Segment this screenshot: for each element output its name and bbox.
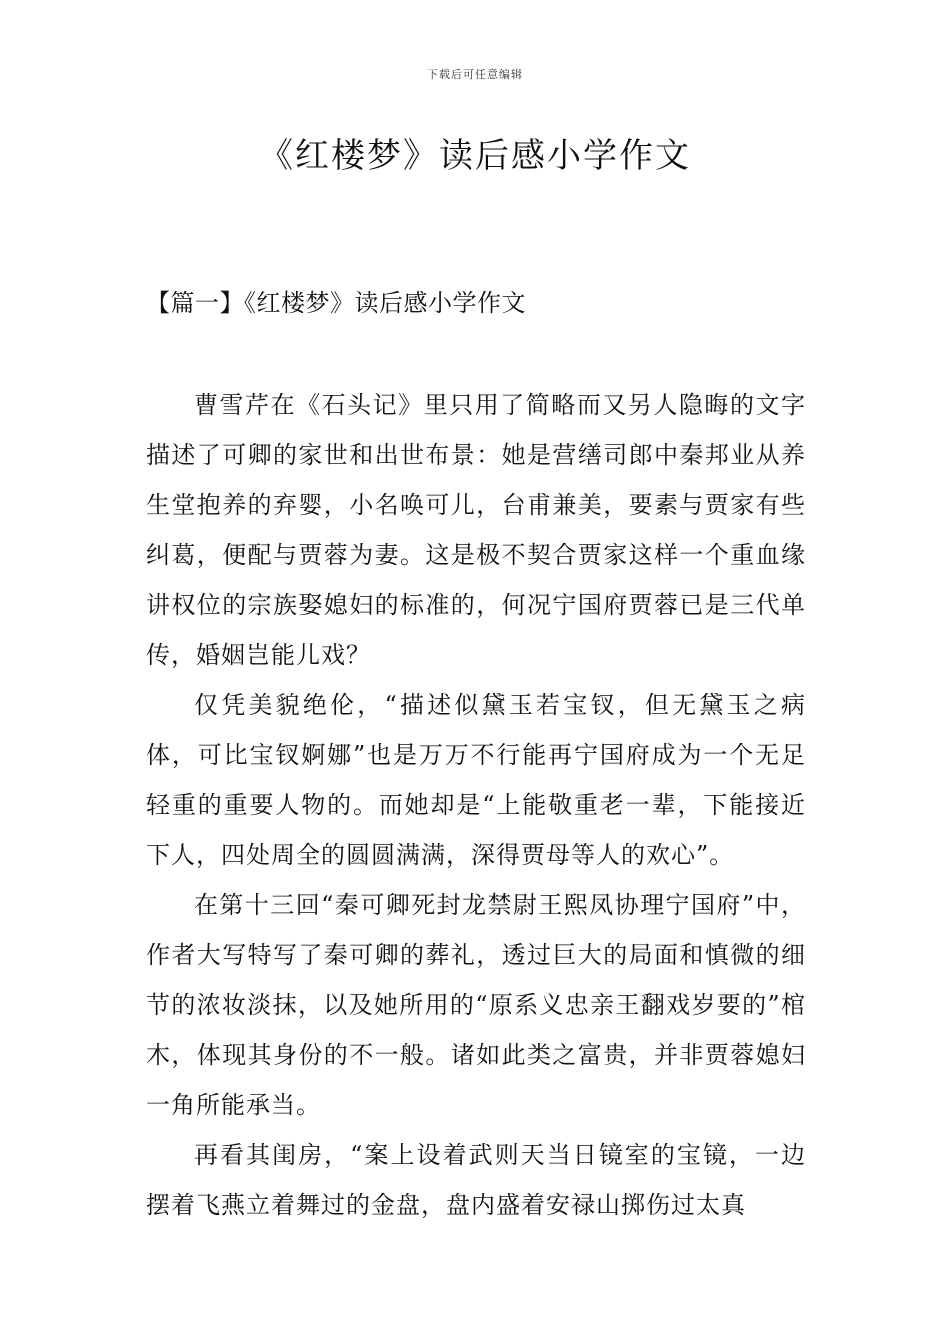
paragraph-3: 在第十三回“秦可卿死封龙禁尉王熙凤协理宁国府”中，作者大写特写了秦可卿的葬礼，透过巨大的局面和慎微的细节的浓妆淡抹，以及她所用的“原系义忠亲王翻戏岁要的”棺木，体现其身份的不一般。诸如此类之富贵，并非贾蓉媳妇一角所能承当。 — [146, 891, 806, 1119]
document-title: 《红楼梦》读后感小学作文 — [259, 136, 691, 176]
paragraph-4: 再看其闺房，“案上设着武则天当日镜室的宝镜，一边摆着飞燕立着舞过的金盘，盘内盛着安禄山掷伤过太真 — [146, 1141, 806, 1219]
paragraph-1: 曹雪芹在《石头记》里只用了简略而又另人隐晦的文字描述了可卿的家世和出世布景：她是营缮司郎中秦邦业从养生堂抱养的弃婴，小名唤可儿，台甫兼美，要素与贾家有些纠葛，便配与贾蓉为妻。这是极不契合贾家这样一个重血缘讲权位的宗族娶媳妇的标准的，何况宁国府贾蓉已是三代单传，婚姻岂能儿戏？ — [146, 391, 806, 669]
body-text — [146, 380, 806, 1230]
paragraph-2: 仅凭美貌绝伦，“描述似黛玉若宝钗，但无黛玉之病体，可比宝钗婀娜”也是万万不行能再宁国府成为一个无足轻重的重要人物的。而她却是“上能敬重老一辈，下能接近下人，四处周全的圆圆满满，深得贾母等人的欢心”。 — [146, 691, 806, 869]
section-heading: 【篇一】《红楼梦》读后感小学作文 — [146, 289, 526, 317]
header-note: 下载后可任意编辑 — [427, 68, 523, 81]
